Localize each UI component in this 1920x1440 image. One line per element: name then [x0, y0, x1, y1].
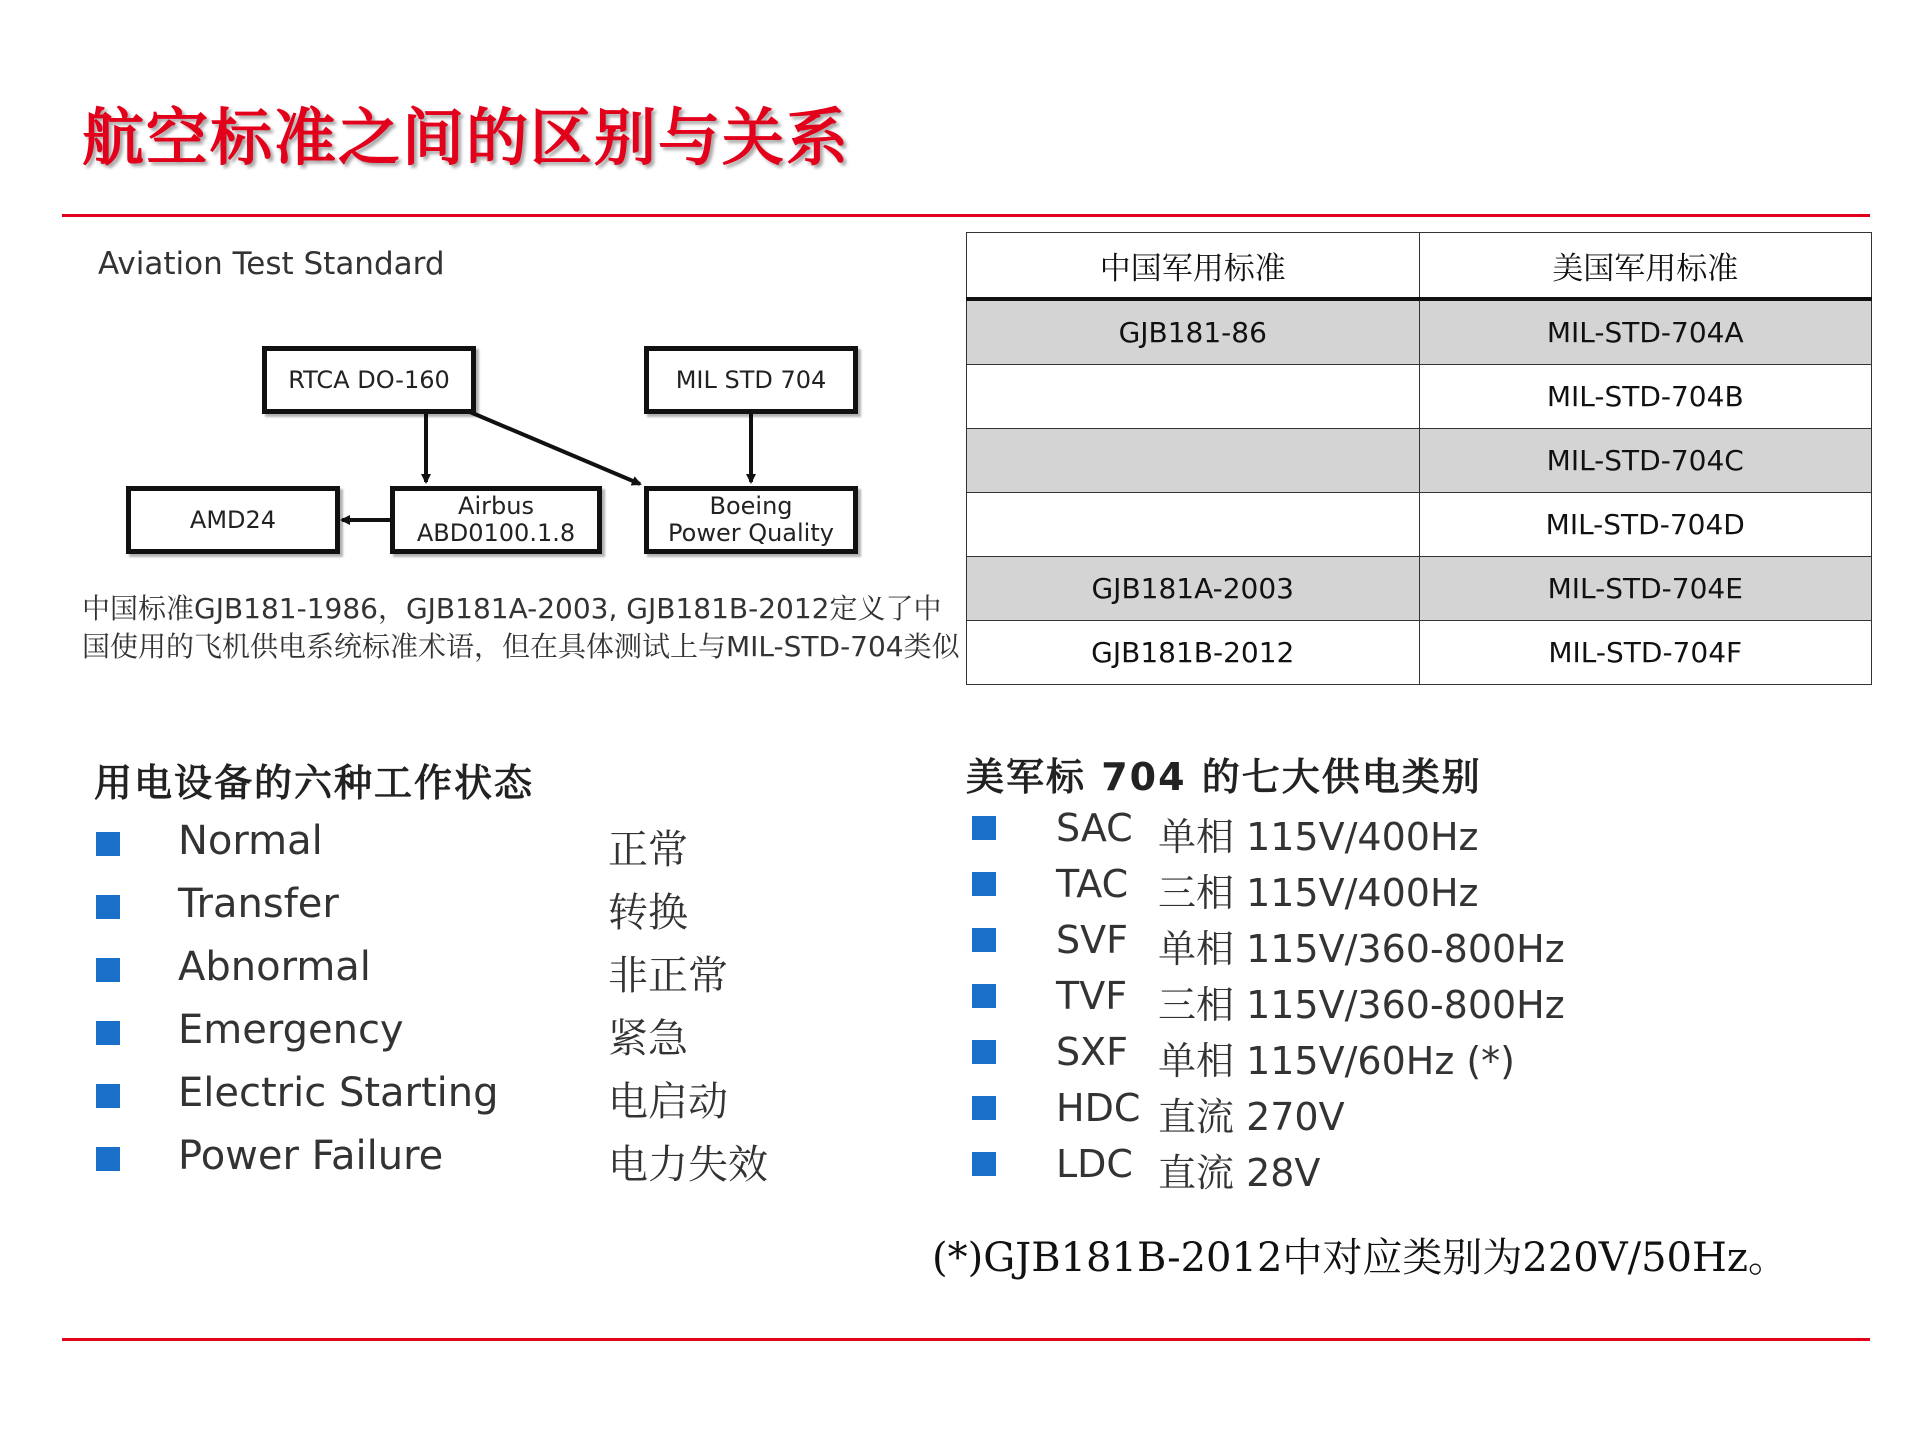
diagram-heading: Aviation Test Standard: [98, 246, 445, 282]
square-bullet-icon: [96, 1147, 120, 1171]
list-item: [96, 881, 856, 944]
box-airbus-line2: ABD0100.1.8: [416, 519, 576, 547]
box-mil-std-704: [644, 346, 858, 414]
state-cn: 正常: [608, 827, 688, 873]
standards-table: [966, 232, 1872, 685]
class-code: HDC: [1056, 1086, 1141, 1130]
states-list: [96, 818, 856, 1196]
box-boeing: [644, 486, 858, 554]
list-item: [972, 974, 1872, 1030]
state-cn: 紧急: [608, 1016, 688, 1062]
list-item: [972, 862, 1872, 918]
class-code: SAC: [1056, 806, 1133, 850]
box-mil-label: MIL STD 704: [675, 365, 827, 394]
state-en: Transfer: [178, 881, 339, 927]
state-cn: 电启动: [608, 1079, 728, 1125]
square-bullet-icon: [972, 872, 996, 896]
list-item: [972, 1086, 1872, 1142]
header-cn-standard: 中国军用标准: [967, 233, 1420, 300]
class-code: LDC: [1056, 1142, 1133, 1186]
table-cell-us: MIL-STD-704A: [1419, 299, 1872, 365]
class-desc: 直流 28V: [1158, 1151, 1321, 1195]
list-item: [96, 1133, 856, 1196]
box-amd24: [126, 486, 340, 554]
list-item: [96, 944, 856, 1007]
table-row: [967, 429, 1872, 493]
square-bullet-icon: [972, 816, 996, 840]
states-heading: 用电设备的六种工作状态: [94, 761, 535, 805]
table-row: [967, 493, 1872, 557]
class-desc: 单相 115V/60Hz (*): [1158, 1039, 1516, 1083]
class-desc: 单相 115V/400Hz: [1158, 815, 1479, 859]
list-item: [96, 818, 856, 881]
table-cell-us: MIL-STD-704E: [1419, 557, 1872, 621]
table-cell-us: MIL-STD-704D: [1419, 493, 1872, 557]
class-code: SXF: [1056, 1030, 1129, 1074]
table-row: [967, 621, 1872, 685]
list-item: [972, 918, 1872, 974]
list-item: [972, 806, 1872, 862]
arrow-rtca-to-boeing: [470, 412, 640, 484]
square-bullet-icon: [972, 1096, 996, 1120]
list-item: [972, 1142, 1872, 1198]
square-bullet-icon: [96, 958, 120, 982]
list-item: [972, 1030, 1872, 1086]
square-bullet-icon: [972, 984, 996, 1008]
state-en: Abnormal: [178, 944, 371, 990]
box-rtca-label: RTCA DO-160: [288, 365, 450, 394]
square-bullet-icon: [972, 1040, 996, 1064]
table-row: [967, 299, 1872, 365]
table-cell-cn: GJB181-86: [967, 299, 1420, 365]
box-amd-label: AMD24: [189, 505, 277, 534]
table-cell-cn: [967, 429, 1420, 493]
square-bullet-icon: [972, 1152, 996, 1176]
table-row: [967, 557, 1872, 621]
class-desc: 单相 115V/360-800Hz: [1158, 927, 1565, 971]
page-title: 航空标准之间的区别与关系: [82, 101, 851, 174]
table-cell-us: MIL-STD-704F: [1419, 621, 1872, 685]
classes-heading: 美军标 704 的七大供电类别: [966, 755, 1482, 799]
class-code: SVF: [1056, 918, 1128, 962]
state-cn: 转换: [608, 890, 688, 936]
state-en: Emergency: [178, 1007, 404, 1053]
square-bullet-icon: [96, 832, 120, 856]
state-en: Normal: [178, 818, 323, 864]
header-us-standard: 美国军用标准: [1419, 233, 1872, 300]
table-cell-cn: [967, 493, 1420, 557]
table-cell-cn: GJB181A-2003: [967, 557, 1420, 621]
classes-list: [972, 806, 1872, 1198]
list-item: [96, 1007, 856, 1070]
square-bullet-icon: [96, 1084, 120, 1108]
diagram-note: 中国标准GJB181-1986，GJB181A-2003, GJB181B-2012定义了中国使用的飞机供电系统标准术语，但在具体测试上与MIL-STD-704类似: [82, 592, 960, 663]
table-cell-cn: GJB181B-2012: [967, 621, 1420, 685]
footnote: (*)GJB181B-2012中对应类别为220V/50Hz。: [932, 1235, 1788, 1281]
state-en: Power Failure: [178, 1133, 444, 1179]
table-cell-us: MIL-STD-704C: [1419, 429, 1872, 493]
square-bullet-icon: [96, 1021, 120, 1045]
state-en: Electric Starting: [178, 1070, 499, 1116]
box-boeing-line2: Power Quality: [668, 519, 834, 547]
box-rtca-do160: [262, 346, 476, 414]
box-airbus-line1: Airbus: [458, 492, 534, 520]
class-desc: 直流 270V: [1158, 1095, 1345, 1139]
class-code: TAC: [1056, 862, 1129, 906]
class-desc: 三相 115V/400Hz: [1158, 871, 1479, 915]
table-row: [967, 365, 1872, 429]
square-bullet-icon: [96, 895, 120, 919]
box-airbus: [390, 486, 602, 554]
table-cell-cn: [967, 365, 1420, 429]
bottom-divider: [62, 1338, 1870, 1341]
table-header-row: [967, 233, 1872, 300]
class-code: TVF: [1056, 974, 1128, 1018]
square-bullet-icon: [972, 928, 996, 952]
state-cn: 电力失效: [608, 1142, 768, 1188]
table-cell-us: MIL-STD-704B: [1419, 365, 1872, 429]
class-desc: 三相 115V/360-800Hz: [1158, 983, 1565, 1027]
list-item: [96, 1070, 856, 1133]
state-cn: 非正常: [608, 953, 728, 999]
box-boeing-line1: Boeing: [709, 492, 793, 520]
